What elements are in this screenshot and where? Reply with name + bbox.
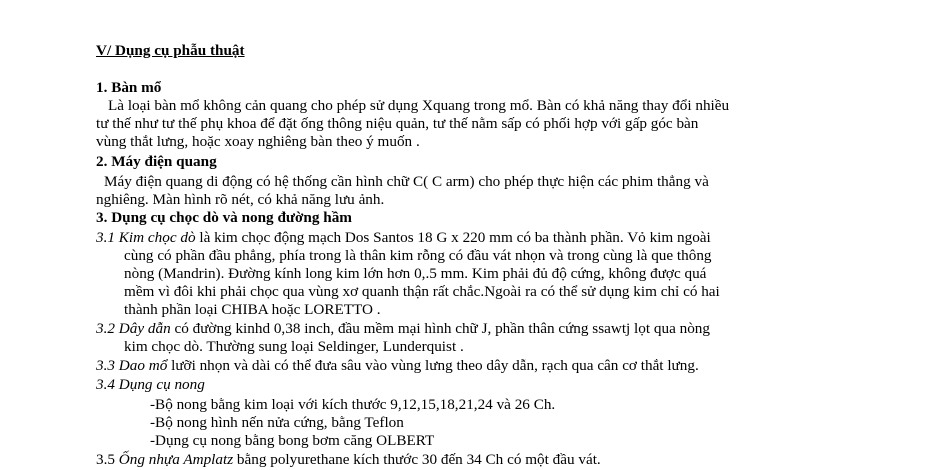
list-item: -Dụng cụ nong bằng bong bơm căng OLBERT <box>150 432 435 449</box>
list-item: -Bộ nong hình nến nửa cứng, bằng Teflon <box>150 414 404 431</box>
list-item: -Bộ nong bằng kim loại với kích thước 9,12,15,18,21,24 và 26 Ch. <box>150 396 556 413</box>
paragraph-line <box>96 451 601 469</box>
paragraph-text: bằng polyurethane kích thước 30 đến 34 Ch có một đầu vát. <box>233 451 601 468</box>
term-ong-nhua-amplatz: Ống nhựa Amplatz <box>118 451 234 468</box>
heading-ban-mo: 1. Bàn mổ <box>96 79 162 96</box>
paragraph-line <box>96 320 710 338</box>
paragraph-text: lưỡi nhọn và dài có thể đưa sâu vào vùng lưng theo dây dẫn, rạch qua cân cơ thắt lưng. <box>167 357 699 374</box>
paragraph-line <box>96 357 699 375</box>
paragraph-line: cùng có phần đầu phẳng, phía trong là thân kim rỗng có đầu vát nhọn và trong cùng là que thông <box>124 247 712 264</box>
heading-may-dien-quang: 2. Máy điện quang <box>96 153 217 170</box>
paragraph-line: thành phần loại CHIBA hoặc LORETTO . <box>124 301 381 318</box>
term-dao-mo: 3.3 Dao mổ <box>96 357 168 374</box>
paragraph-line: nòng (Mandrin). Đường kính long kim lớn hơn 0,.5 mm. Kim phải đủ độ cứng, không được quá <box>124 265 707 282</box>
paragraph-line: kim chọc dò. Thường sung loại Seldinger, Lunderquist . <box>124 338 464 355</box>
item-number: 3.5 <box>96 451 119 468</box>
paragraph-line: Máy điện quang di động có hệ thống cần hình chữ C( C arm) cho phép thực hiện các phim thẳng và <box>104 173 709 190</box>
paragraph-line: Là loại bàn mổ không cản quang cho phép sử dụng Xquang trong mổ. Bàn có khả năng thay đổi nhiều <box>108 97 730 114</box>
term-day-dan: 3.2 Dây dẫn <box>96 320 171 337</box>
paragraph-line: tư thế như tư thế phụ khoa để đặt ống thông niệu quản, tư thế nằm sấp có phối hợp với gấp góc bàn <box>96 115 699 132</box>
section-title: V/ Dụng cụ phẫu thuật <box>96 42 245 59</box>
paragraph-line: vùng thắt lưng, hoặc xoay nghiêng bàn theo ý muốn . <box>96 133 420 150</box>
term-dung-cu-nong: 3.4 Dụng cụ nong <box>96 376 205 393</box>
term-kim-choc-do: 3.1 Kim chọc dò <box>96 229 196 246</box>
heading-dung-cu-choc-do: 3. Dụng cụ chọc dò và nong đường hầm <box>96 209 352 226</box>
paragraph-text: có đường kinhd 0,38 inch, đầu mềm mại hình chữ J, phần thân cứng ssawtj lọt qua nòng <box>170 320 710 337</box>
paragraph-line: mềm vì đôi khi phải chọc qua vùng xơ quanh thận rất chắc.Ngoài ra có thể sử dụng kim chỉ có hai <box>124 283 720 300</box>
paragraph-line <box>96 229 711 247</box>
paragraph-text: là kim chọc động mạch Dos Santos 18 G x 220 mm có ba thành phần. Vỏ kim ngoài <box>195 229 711 246</box>
paragraph-line: nghiêng. Màn hình rõ nét, có khả năng lưu ảnh. <box>96 191 385 208</box>
